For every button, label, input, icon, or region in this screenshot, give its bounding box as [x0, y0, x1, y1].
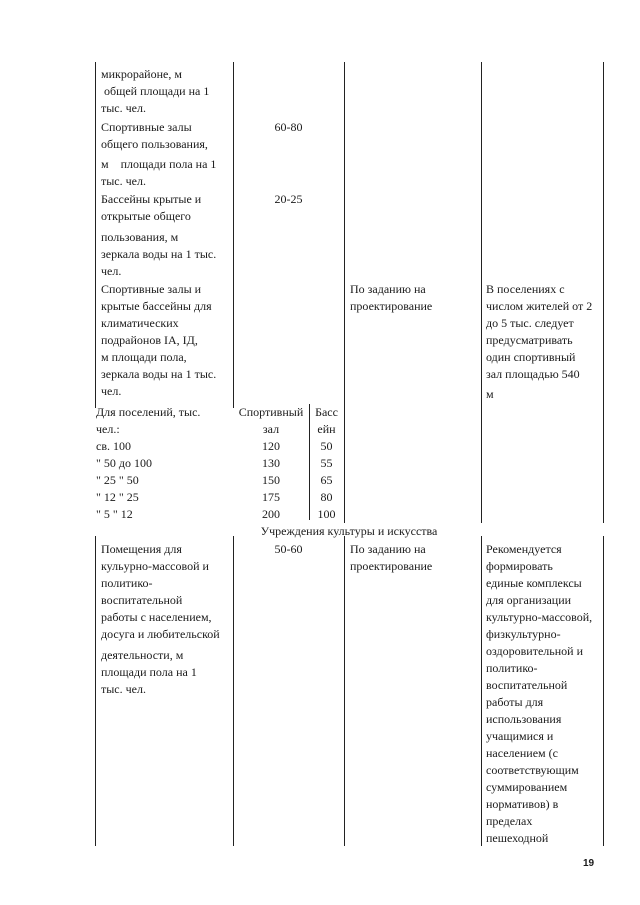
culture-note-line-13: населением (с — [486, 746, 558, 760]
culture-note-line-8: политико- — [486, 661, 538, 675]
climate-halls-line-5: м площади пола, — [101, 350, 187, 364]
climate-halls-line-2: крытые бассейны для — [101, 299, 212, 313]
pools-line-5: чел. — [101, 264, 122, 278]
pools-line-3: пользования, м — [101, 230, 179, 244]
settlement-size-1: св. 100 — [96, 439, 131, 453]
culture-note-line-11: использования — [486, 712, 562, 726]
culture-rooms-line-5: работы с населением, — [101, 610, 212, 624]
culture-rooms-line-9: тыс. чел. — [101, 682, 146, 696]
sport-halls-line-4: тыс. чел. — [101, 174, 146, 188]
settlement-pool-5: 100 — [317, 507, 336, 521]
table-col-rule-2-lower — [344, 536, 345, 846]
pools-norm: 20-25 — [274, 192, 303, 206]
climate-halls-line-4: подрайонов IА, IД, — [101, 333, 198, 347]
settlement-hall-2: 130 — [262, 456, 280, 470]
climate-halls-line-6: зеркала воды на 1 тыс. — [101, 367, 217, 381]
culture-note-line-18: пешеходной — [486, 831, 549, 845]
section-culture-heading: Учреждения культуры и искусства — [260, 524, 438, 538]
climate-halls-line-1: Спортивные залы и — [101, 282, 202, 296]
culture-note-line-3: единые комплексы — [486, 576, 582, 590]
culture-rooms-norm: 50-60 — [274, 542, 303, 556]
culture-rooms-line-6: досуга и любительской — [101, 627, 220, 641]
table-left-rule — [95, 62, 96, 408]
culture-note-line-9: воспитательной — [486, 678, 568, 692]
culture-note-line-10: работы для — [486, 695, 544, 709]
culture-note-line-4: для организации — [486, 593, 572, 607]
pools-line-4: зеркала воды на 1 тыс. — [101, 247, 217, 261]
table-col-rule-3-lower — [481, 536, 482, 846]
culture-rooms-line-3: политико- — [101, 576, 153, 590]
climate-note-line-3: до 5 тыс. следует — [486, 316, 574, 330]
settlement-hall-5: 200 — [262, 507, 280, 521]
climate-note-line-6: зал площадью 540 — [486, 367, 580, 381]
culture-note-line-15: суммированием — [486, 780, 568, 794]
pools-line-1: Бассейны крытые и — [101, 192, 202, 206]
microdistrict-line-3: тыс. чел. — [101, 101, 146, 115]
culture-rooms-line-4: воспитательной — [101, 593, 183, 607]
page-number: 19 — [583, 858, 595, 869]
sport-halls-line-2: общего пользования, — [101, 137, 208, 151]
culture-note-line-7: оздоровительной и — [486, 644, 584, 658]
pools-line-2: открытые общего — [101, 209, 191, 223]
sport-halls-line-3: м площади пола на 1 — [101, 157, 217, 171]
settlements-hall-header-1: Спортивный — [238, 405, 304, 419]
culture-note-line-14: соответствующим — [486, 763, 579, 777]
settlements-hall-header-2: зал — [262, 422, 280, 436]
settlement-hall-3: 150 — [262, 473, 280, 487]
settlement-pool-1: 50 — [320, 439, 333, 453]
settlement-hall-4: 175 — [262, 490, 280, 504]
climate-note-line-5: один спортивный — [486, 350, 576, 364]
climate-halls-line-7: чел. — [101, 384, 122, 398]
culture-note-line-2: формировать — [486, 559, 553, 573]
culture-task-line-1: По заданию на — [350, 542, 426, 556]
culture-rooms-line-8: площади пола на 1 — [101, 665, 197, 679]
culture-note-line-5: культурно-массовой, — [486, 610, 593, 624]
sport-halls-line-1: Спортивные залы — [101, 120, 192, 134]
culture-rooms-line-7: деятельности, м — [101, 648, 184, 662]
culture-rooms-line-2: кульурно-массовой и — [101, 559, 209, 573]
settlement-size-3: " 25 " 50 — [96, 473, 139, 487]
microdistrict-line-2: общей площади на 1 — [101, 84, 210, 98]
table-col-rule-1-lower — [233, 536, 234, 846]
settlements-pool-header-2: ейн — [317, 422, 336, 436]
settlements-pool-header-1: Басс — [315, 405, 338, 419]
climate-task-line-2: проектирование — [350, 299, 433, 313]
climate-note-line-4: предусматривать — [486, 333, 573, 347]
climate-note-line-2: числом жителей от 2 — [486, 299, 593, 313]
settlement-size-4: " 12 " 25 — [96, 490, 139, 504]
settlements-header-line-2: чел.: — [96, 422, 120, 436]
culture-note-line-12: учащимися и — [486, 729, 554, 743]
table-col-rule-3 — [481, 62, 482, 523]
culture-note-line-17: пределах — [486, 814, 533, 828]
settlement-pool-2: 55 — [320, 456, 333, 470]
settlement-pool-4: 80 — [320, 490, 333, 504]
table-right-rule-lower — [603, 536, 604, 846]
culture-task-line-2: проектирование — [350, 559, 433, 573]
culture-rooms-line-1: Помещения для — [101, 542, 182, 556]
settlements-header-line-1: Для поселений, тыс. — [96, 405, 201, 419]
table-col-rule-1 — [233, 62, 234, 408]
culture-note-line-1: Рекомендуется — [486, 542, 562, 556]
settlement-pool-3: 65 — [320, 473, 333, 487]
table-col-rule-2 — [344, 62, 345, 523]
climate-note-line-7: м — [486, 387, 494, 401]
table-right-rule — [603, 62, 604, 523]
table-left-rule-lower — [95, 536, 96, 846]
culture-note-line-16: нормативов) в — [486, 797, 559, 811]
culture-note-line-6: физкультурно- — [486, 627, 561, 641]
climate-task-line-1: По заданию на — [350, 282, 426, 296]
settlement-size-2: " 50 до 100 — [96, 456, 153, 470]
settlement-size-5: " 5 " 12 — [96, 507, 133, 521]
climate-note-line-1: В поселениях с — [486, 282, 565, 296]
microdistrict-line-1: микрорайоне, м — [101, 67, 182, 81]
sport-halls-norm: 60-80 — [274, 120, 303, 134]
climate-halls-line-3: климатических — [101, 316, 179, 330]
settlement-hall-1: 120 — [262, 439, 280, 453]
